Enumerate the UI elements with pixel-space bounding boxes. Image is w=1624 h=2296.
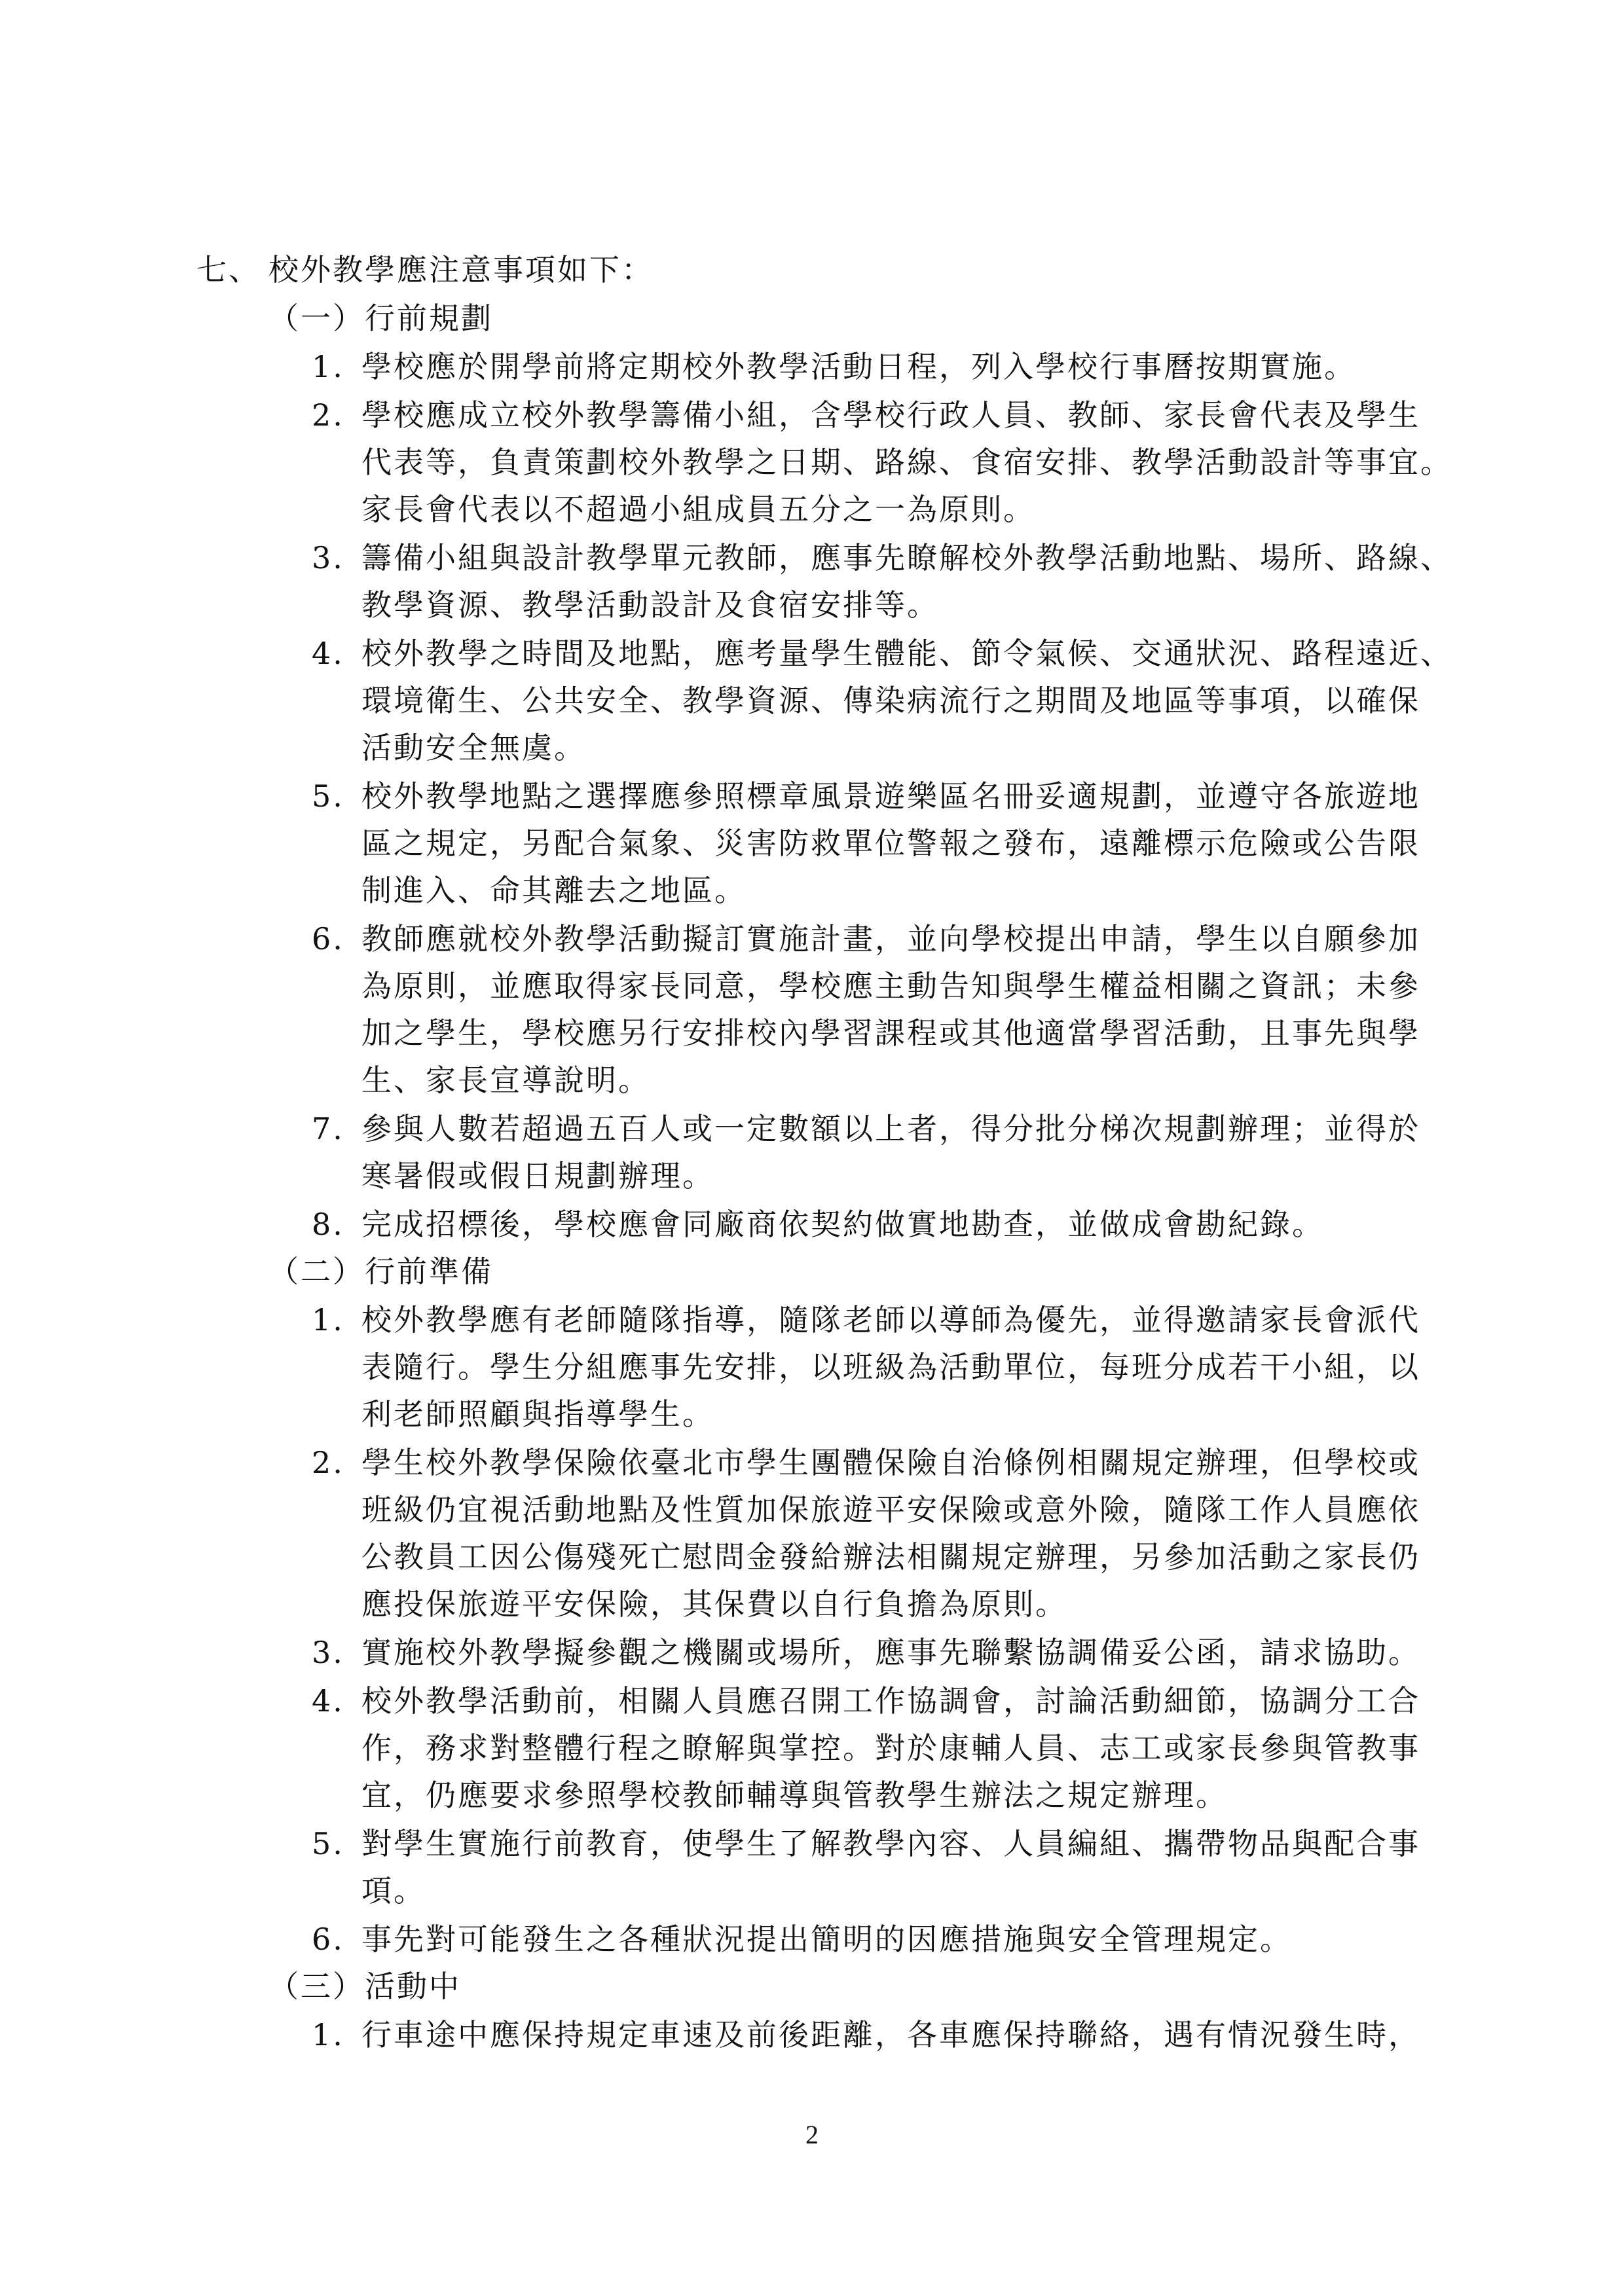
item-text-continuation: 家長會代表以不超過小組成員五分之一為原則。 xyxy=(361,492,1035,527)
subsection-heading: （一）行前規劃 xyxy=(268,301,493,336)
section-number: 七、 xyxy=(196,252,261,287)
item-text-continuation: 代表等，負責策劃校外教學之日期、路線、食宿安排、教學活動設計等事宜。 xyxy=(361,445,1452,480)
subsection-heading: （三）活動中 xyxy=(268,1969,461,2004)
item-text: 校外教學應有老師隨隊指導，隨隊老師以導師為優先，並得邀請家長會派代 xyxy=(361,1302,1420,1338)
item-text: 實施校外教學擬參觀之機關或場所，應事先聯繫協調備妥公函，請求協助。 xyxy=(361,1635,1420,1670)
item-text-continuation: 應投保旅遊平安保險，其保費以自行負擔為原則。 xyxy=(361,1586,1067,1622)
item-number: 4. xyxy=(312,1683,344,1719)
item-text-continuation: 制進入、命其離去之地區。 xyxy=(361,873,747,908)
item-text-continuation: 公教員工因公傷殘死亡慰問金發給辦法相關規定辦理，另參加活動之家長仍 xyxy=(361,1539,1420,1575)
item-text-continuation: 環境衛生、公共安全、教學資源、傳染病流行之期間及地區等事項，以確保 xyxy=(361,683,1420,718)
item-text-continuation: 利老師照顧與指導學生。 xyxy=(361,1396,714,1432)
item-text-continuation: 寒暑假或假日規劃辦理。 xyxy=(361,1158,714,1194)
item-text: 完成招標後，學校應會同廠商依契約做實地勘查，並做成會勘紀錄。 xyxy=(361,1207,1324,1242)
item-text-continuation: 活動安全無虞。 xyxy=(361,730,586,765)
item-number: 7. xyxy=(312,1111,344,1146)
item-text: 校外教學活動前，相關人員應召開工作協調會，討論活動細節，協調分工合 xyxy=(361,1683,1420,1719)
item-number: 2. xyxy=(312,1445,344,1480)
item-text-continuation: 班級仍宜視活動地點及性質加保旅遊平安保險或意外險，隨隊工作人員應依 xyxy=(361,1492,1420,1527)
item-text: 校外教學地點之選擇應參照標章風景遊樂區名冊妥適規劃，並遵守各旅遊地 xyxy=(361,778,1420,814)
item-number: 6. xyxy=(312,921,344,957)
item-text: 事先對可能發生之各種狀況提出簡明的因應措施與安全管理規定。 xyxy=(361,1922,1292,1957)
item-number: 6. xyxy=(312,1922,344,1957)
item-text-continuation: 表隨行。學生分組應事先安排，以班級為活動單位，每班分成若干小組，以 xyxy=(361,1349,1420,1385)
section-title: 校外教學應注意事項如下： xyxy=(268,252,654,287)
item-text-continuation: 教學資源、教學活動設計及食宿安排等。 xyxy=(361,587,939,623)
item-text-continuation: 加之學生，學校應另行安排校內學習課程或其他適當學習活動，且事先與學 xyxy=(361,1015,1420,1051)
item-text: 校外教學之時間及地點，應考量學生體能、節令氣候、交通狀況、路程遠近、 xyxy=(361,636,1452,671)
item-text: 籌備小組與設計教學單元教師，應事先瞭解校外教學活動地點、場所、路線、 xyxy=(361,540,1452,575)
item-text-continuation: 作，務求對整體行程之瞭解與掌控。對於康輔人員、志工或家長參與管教事 xyxy=(361,1730,1420,1766)
item-number: 5. xyxy=(312,1826,344,1861)
item-text: 行車途中應保持規定車速及前後距離，各車應保持聯絡，遇有情況發生時， xyxy=(361,2017,1420,2052)
item-number: 3. xyxy=(312,1635,344,1670)
item-text: 對學生實施行前教育，使學生了解教學內容、人員編組、攜帶物品與配合事 xyxy=(361,1826,1420,1861)
item-text: 學校應成立校外教學籌備小組，含學校行政人員、教師、家長會代表及學生 xyxy=(361,397,1420,433)
item-number: 1. xyxy=(312,349,344,384)
item-text-continuation: 為原則，並應取得家長同意，學校應主動告知與學生權益相關之資訊；未參 xyxy=(361,968,1420,1004)
item-number: 5. xyxy=(312,778,344,814)
item-number: 8. xyxy=(312,1207,344,1242)
item-number: 1. xyxy=(312,1302,344,1338)
item-text-continuation: 生、家長宣導說明。 xyxy=(361,1063,650,1098)
item-text: 教師應就校外教學活動擬訂實施計畫，並向學校提出申請，學生以自願參加 xyxy=(361,921,1420,957)
item-text: 參與人數若超過五百人或一定數額以上者，得分批分梯次規劃辦理；並得於 xyxy=(361,1111,1420,1146)
page-number: 2 xyxy=(805,2120,819,2149)
item-text: 學生校外教學保險依臺北市學生團體保險自治條例相關規定辦理，但學校或 xyxy=(361,1445,1420,1480)
item-text-continuation: 項。 xyxy=(361,1873,426,1908)
item-text: 學校應於開學前將定期校外教學活動日程，列入學校行事曆按期實施。 xyxy=(361,349,1356,384)
subsection-heading: （二）行前準備 xyxy=(268,1254,493,1289)
item-text-continuation: 宜，仍應要求參照學校教師輔導與管教學生辦法之規定辦理。 xyxy=(361,1777,1228,1813)
item-number: 4. xyxy=(312,636,344,671)
item-number: 1. xyxy=(312,2017,344,2052)
item-number: 2. xyxy=(312,397,344,433)
item-text-continuation: 區之規定，另配合氣象、災害防救單位警報之發布，遠離標示危險或公告限 xyxy=(361,826,1420,861)
item-number: 3. xyxy=(312,540,344,575)
